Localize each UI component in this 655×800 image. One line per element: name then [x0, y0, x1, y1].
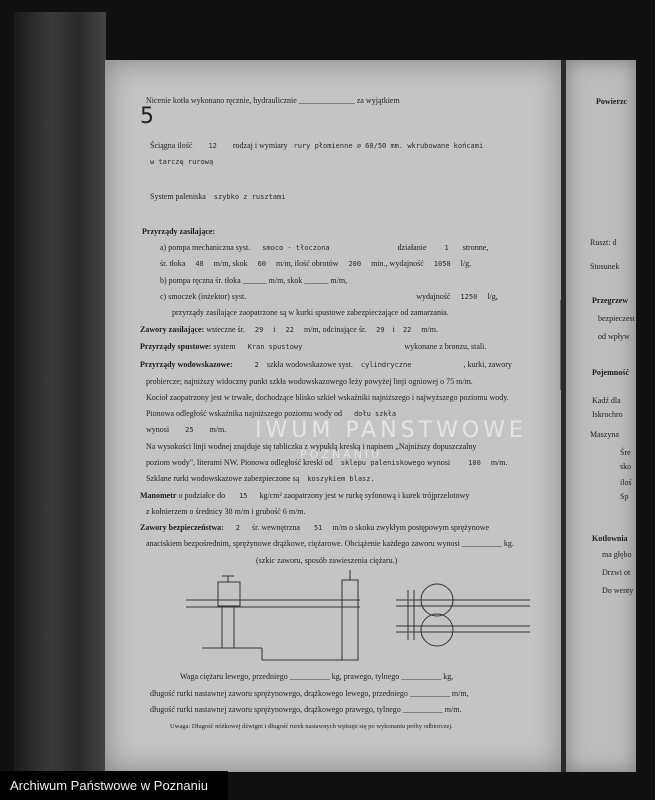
right-text-18: Do wenty — [602, 586, 634, 595]
line-nw-distance: poziom wody", literami NW. Pionowa odległość kreski od sklepu paleniskowego wynosi 100 m/m. — [146, 458, 508, 467]
right-text-17: Drzwi ot — [602, 568, 631, 577]
right-text-9: Iskrochro — [592, 410, 623, 419]
right-text-6: od wpływ — [598, 332, 630, 341]
line-distance-value: wynosi 25 m/m. — [146, 425, 227, 434]
line-level-indicators: Kocioł zaopatrzony jest w trwałe, dochodzące blisko szkieł wskaźniki najniższego i najwyższego poziomu wody. — [146, 393, 509, 402]
line-injector: c) smoczek (inżektor) syst. wydajność 1250 l/g, — [160, 292, 498, 301]
line-valve-load: anaciskiem bezpośrednim, sprężynowe drążkowe, ciężarowe. Obciążenie każdego zaworu wynosi __________ kg. — [146, 539, 514, 548]
line-test-cocks: probiercze; najniższy widoczny punkt szkła wodowskazowego leży powyżej linji ogniowej o 75 m/m. — [146, 377, 473, 386]
line-mech-pump: a) pompa mechaniczna syst. smoco - tłoczona działanie 1 stronne, — [160, 243, 489, 252]
line-feed-valves: Zawory zasilające: wsteczne śr. 29 i 22 m/m, odcinające śr. 29 i 22 m/m. — [140, 325, 438, 334]
right-text-10: Maszyna — [590, 430, 619, 439]
line-manometer-flange: z kołnierzem o średnicy 38 m/m i grubość 6 m/m. — [146, 507, 306, 516]
right-text-13: iloś — [620, 478, 632, 487]
line-note: Uwaga: Długość nóżkowej dźwigni i długość rurek nastawnych wpisuje się po wykonaniu próby odbiorczej. — [170, 723, 453, 730]
line-pump-specs: śr. tłoka 48 m/m, skok 60 m/m, ilość obrotów 200 min., wydajność 1050 l/g, — [160, 259, 472, 268]
line-water-gauges: Przyrządy wodowskazowe: 2 szkła wodowskazowe syst. cylindryczne , kurki, zawory — [140, 360, 512, 369]
right-text-7: Pojemność — [592, 368, 629, 377]
line-glass-protection: Szklane rurki wodowskazowe zabezpieczone są koszykiem blasz. — [146, 474, 375, 483]
line-drain-devices: Przyrządy spustowe: system Kran spustowy wykonane z bronzu, stali. — [140, 342, 487, 351]
right-text-14: Sp — [620, 492, 629, 501]
archive-watermark-city: POZNANIU — [300, 448, 383, 461]
adjacent-page — [566, 60, 636, 772]
heading-feed-devices: Przyrządy zasilające: — [142, 227, 216, 236]
right-text-8: Kadź dla — [592, 396, 621, 405]
right-text-1: Powierzc — [596, 97, 628, 106]
right-text-15: Kotłownia — [592, 534, 628, 543]
line-tube-length-1: długość rurki nastawnej zaworu sprężynowego, drążkowego lewego, przedniego __________ m/m, — [150, 689, 469, 698]
line-tube-length-2: długość rurki nastawnej zaworu sprężynowego, drążkowego prawego, tylnego __________ m/m. — [150, 705, 462, 714]
line-safety-valves: Zawory bezpieczeństwa: 2 śr. wewnętrzna 51 m/m o skoku zwykłym postępowym sprężynowe — [140, 523, 490, 532]
line-stays: Ściągna ilość 12 rodzaj i wymiary rury płomienne ⌀ 60/50 mm. wkrubowane końcami — [150, 141, 484, 150]
line-waterline-plate: Na wysokości linji wodnej znajduje się tabliczka z wypukłą kreską i napisem „Najniższy dopuszczalny — [146, 442, 477, 451]
archive-label-bar — [0, 771, 228, 800]
line-vertical-distance: Pionowa odległość wskaźnika najniższego poziomu wody od dołu szkła — [146, 409, 397, 418]
right-text-12: sko — [620, 462, 632, 471]
right-text-5: bezpieczest — [598, 314, 635, 323]
right-text-11: Śre — [620, 448, 631, 457]
left-page-edge — [14, 12, 106, 772]
line-hand-pump: b) pompa ręczna śr. tłoka ______ m/m, skok ______ m/m, — [160, 276, 348, 285]
line-weight: Waga ciężaru lewego, przedniego __________ kg, prawego, tylnego __________ kg, — [180, 672, 454, 681]
right-text-16: ma głębo — [602, 550, 632, 559]
right-text-2: Ruszt: d — [590, 238, 617, 247]
archive-label: Archiwum Państwowe w Poznaniu — [10, 778, 208, 793]
line-drain-taps: przyrządy zasilające zaopatrzone są w kurki spustowe zabezpieczające od zamarzania. — [172, 308, 449, 317]
valve-sketch — [182, 560, 542, 670]
line-stays-cont: w tarczę rurową — [150, 158, 214, 166]
right-text-4: Przegrzew — [592, 296, 628, 305]
page-number-mark: 5 — [140, 104, 154, 129]
line-sketch-caption: (szkic zaworu, sposób zawieszenia ciężaru.) — [256, 556, 398, 565]
line-testing: Nicenie kotła wykonano ręcznie, hydraulicznie ______________ za wyjątkiem — [146, 96, 400, 105]
line-manometer: Manometr o podziałce do 15 kg/cm² zaopatrzony jest w rurkę syfonową i kurek trójprzelotowy — [140, 491, 470, 500]
line-furnace: System paleniska szybko z rusztami — [150, 192, 286, 201]
right-text-3: Stosunek — [590, 262, 620, 271]
archive-watermark: IWUM PAŃSTWOWE — [255, 418, 527, 443]
